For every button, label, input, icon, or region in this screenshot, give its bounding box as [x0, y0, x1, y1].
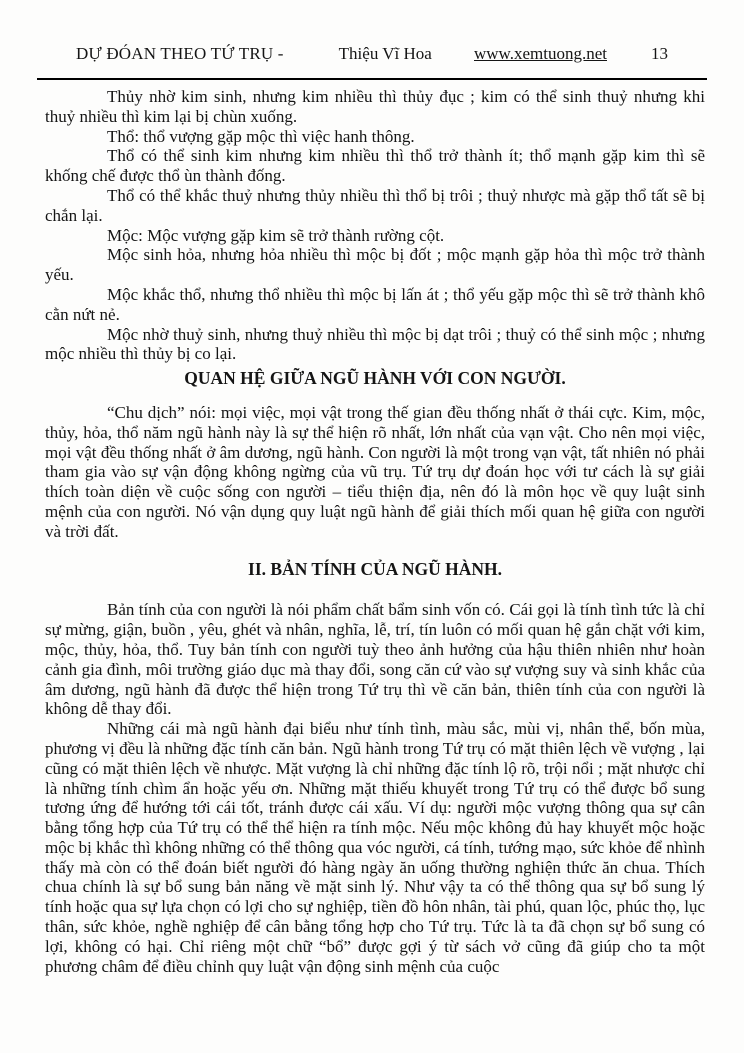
paragraph-ngu-hanh-dai-bieu: Những cái mà ngũ hành đại biểu như tính tình, màu sắc, mùi vị, nhân thể, bốn mùa, phương vị đều là những đặc tính căn bản. Ngũ hành trong Tứ trụ có mặt thiên lệch về vượng , lại cũng có mặt thiên lệch về nhược. Mặt vượng là chỉ những đặc tính lộ rõ, trội nổi ; mặt nhược chỉ là những tính chìm ẩn hoặc yếu ơn. Những mặt thiếu khuyết trong Tứ trụ có thể được bổ sung tương ứng để hướng tới cái tốt, tránh được cái xấu. Ví dụ: người mộc vượng thông qua sự cân bằng tổng hợp của Tứ trụ có thể thể hiện ra tính mộc. Nếu mộc không đủ hay khuyết mộc hoặc mộc bị khắc thì không những có thể thông qua vóc người, cá tính, tướng mạo, sức khỏe để nhình thấy mà còn có thể đoán biết người đó hàng ngày ăn uống thường nghiện thức ăn chua. Thích chua chính là sự bổ sung bản năng về mặt sinh lý. Như vậy ta có thể thông qua sự bổ sung lý tính hoặc qua sự lựa chọn có lợi cho sự nghiệp, tiền đồ hôn nhân, tài phú, quan lộc, phúc thọ, lục thân, sức khỏe, nghề nghiệp để cân bằng tổng hợp cho Tứ trụ. Tức là ta đã chọn sự bổ sung có lợi, không có hại. Chỉ riêng một chữ “bổ” được gợi ý từ sách vở cũng đã giúp cho ta một phương châm để điều chỉnh quy luật vận động sinh mệnh của cuộc: [45, 719, 705, 976]
page-number: 13: [651, 44, 668, 63]
header-right-group: [474, 44, 668, 64]
paragraph-tho-khac-thuy: Thổ có thể khắc thuỷ nhưng thủy nhiều thì thổ bị trôi ; thuỷ nhược mà gặp thổ tất sẽ bị chắn lại.: [45, 185, 705, 225]
header-divider: [37, 78, 707, 80]
book-title: DỰ ĐÓAN THEO TỨ TRỤ -: [76, 44, 284, 63]
paragraph-ban-tinh: Bản tính của con người là nói phẩm chất bẩm sinh vốn có. Cái gọi là tính tình tức là chỉ sự mừng, giận, buồn , yêu, ghét và nhân, nghĩa, lễ, trí, tín luôn có mối quan hệ gắn chặt với kim, mộc, thủy, hỏa, thổ. Tuy bản tính con người tuỳ theo ảnh hưởng của hậu thiên nhiên như hoàn cảnh gia đình, môi trường giáo dục mà thay đổi, song căn cứ vào sự vượng suy và sinh khắc của âm dương, ngũ hành đã được thể hiện trong Tứ trụ thì về căn bản, thiên tính của con người là không dễ thay đổi.: [45, 600, 705, 719]
website-link[interactable]: www.xemtuong.net: [474, 44, 607, 63]
author-name: Thiệu Vĩ Hoa: [338, 44, 432, 63]
paragraph-tho-vuong: Thổ: thổ vượng gặp mộc thì việc hanh thông.: [107, 126, 415, 146]
section-heading-quan-he-ngu-hanh: QUAN HỆ GIỮA NGŨ HÀNH VỚI CON NGƯỜI.: [184, 368, 566, 389]
paragraph-moc-vuong: Mộc: Mộc vượng gặp kim sẽ trở thành rường cột.: [107, 225, 445, 245]
section-heading-ban-tinh-ngu-hanh: II. BẢN TÍNH CỦA NGŨ HÀNH.: [248, 558, 502, 579]
paragraph-moc-khac-tho: Mộc khắc thổ, nhưng thổ nhiều thì mộc bị lấn át ; thổ yếu gặp mộc thì sẽ trở thành khô cằn nứt nẻ.: [45, 284, 705, 324]
paragraph-tho-sinh-kim: Thổ có thể sinh kim nhưng kim nhiều thì thổ trở thành ít; thổ mạnh gặp kim thì sẽ khống chế được thổ ùn thành đống.: [45, 146, 705, 186]
page-content: [45, 87, 705, 976]
paragraph-thuy-kim: Thủy nhờ kim sinh, nhưng kim nhiều thì thủy đục ; kim có thể sinh thuỷ nhưng khi thuỷ nhiều thì kim lại bị chùn xuống.: [45, 87, 705, 126]
paragraph-chu-dich: “Chu dịch” nói: mọi việc, mọi vật trong thế gian đều thống nhất ở thái cực. Kim, mộc, thủy, hỏa, thổ năm ngũ hành này là sự thể hiện rõ nhất, lớn nhất của vạn vật. Cho nên mọi việc, mọi vật đều thống nhất ở âm dương, ngũ hành. Con người là một trong vạn vật, tất nhiên nó phải tham gia vào sự vận động không ngừng của vũ trụ. Tứ trụ dự đoán học với tư cách là sự giải thích toàn diện về cuộc sống con người – tiểu thiện địa, nên đó là môn học về quy luật sinh mệnh của con người. Nó vận dụng quy luật ngũ hành để giải thích mối quan hệ giữa con người và trời đất.: [45, 402, 705, 541]
page-header: [0, 0, 744, 64]
paragraph-moc-nho-thuy: Mộc nhờ thuỷ sinh, nhưng thuỷ nhiều thì mộc bị dạt trôi ; thuỷ có thể sinh mộc ; nhưng mộc nhiều thì thủy bị co lại.: [45, 324, 705, 364]
paragraph-moc-sinh-hoa: Mộc sinh hỏa, nhưng hỏa nhiều thì mộc bị đốt ; mộc mạnh gặp hỏa thì mộc trở thành yếu.: [45, 245, 705, 285]
